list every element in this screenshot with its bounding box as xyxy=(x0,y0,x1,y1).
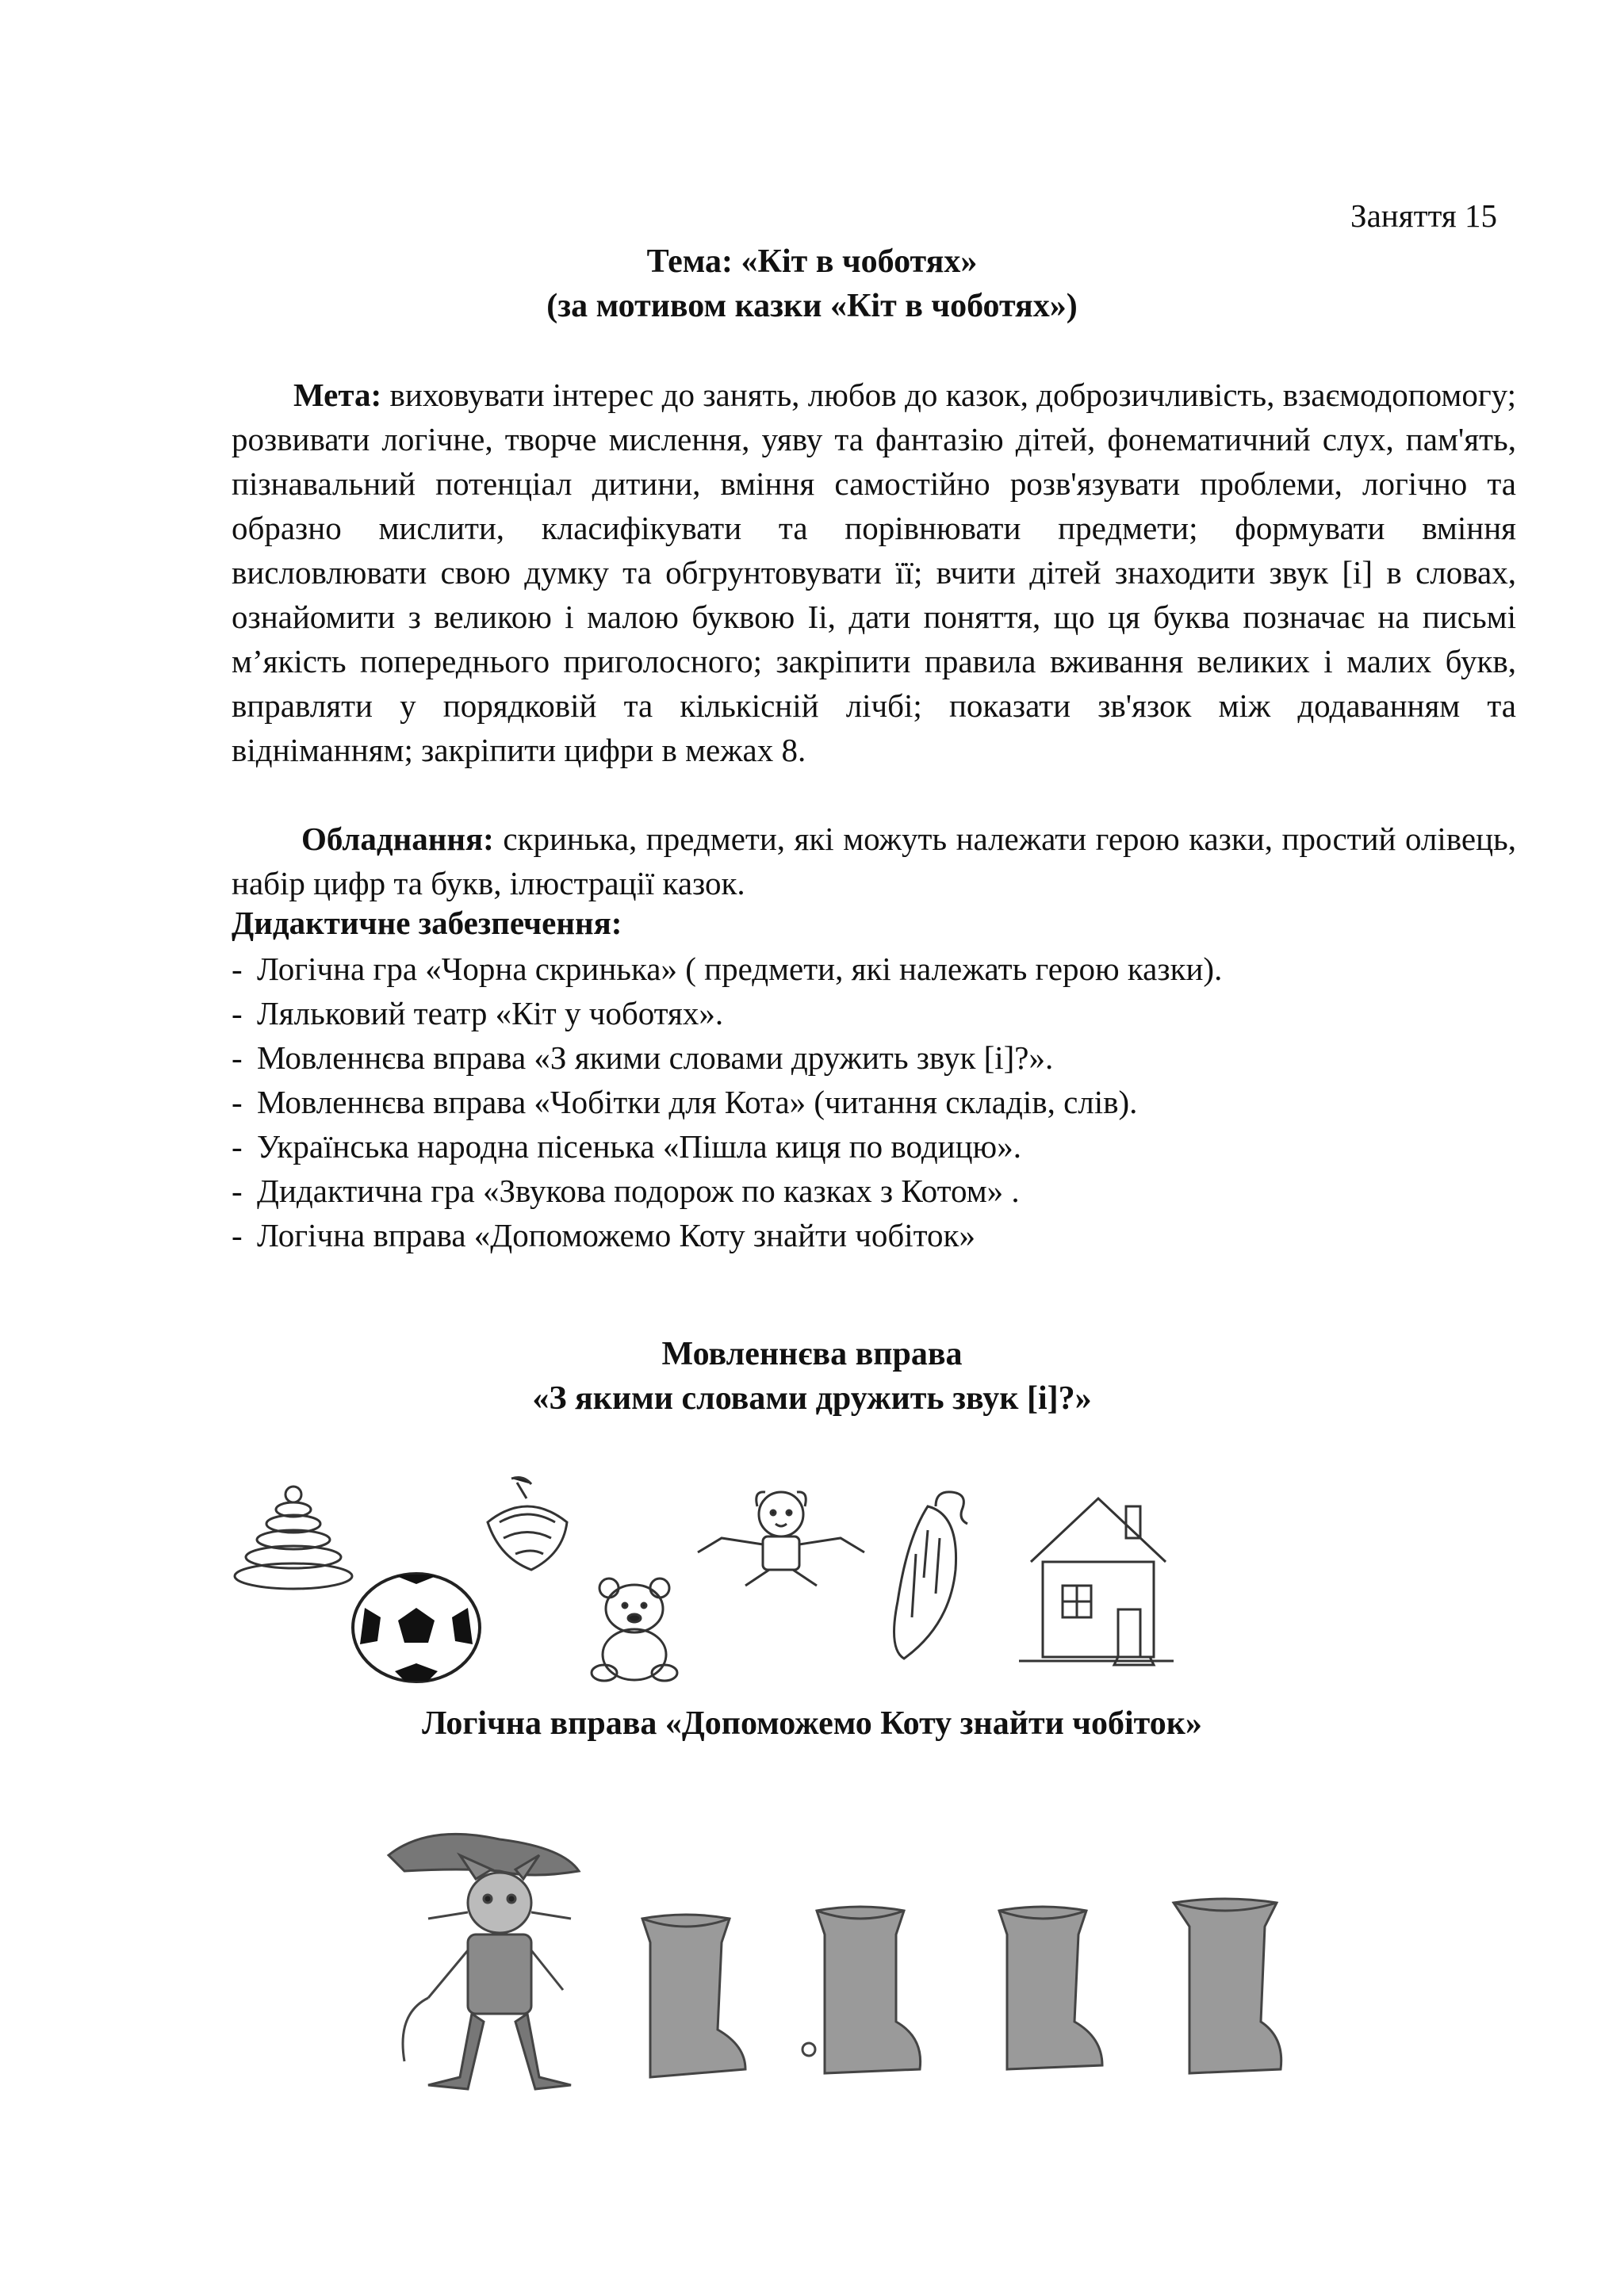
list-item: - Логічна гра «Чорна скринька» ( предмети, які належать герою казки). xyxy=(232,951,1223,987)
doll-icon xyxy=(690,1483,872,1594)
list-item: - Мовленнєва вправа «З якими словами дружить звук [і]?». xyxy=(232,1039,1054,1076)
list-item: - Українська народна пісенька «Пішла киця по водицю». xyxy=(232,1128,1021,1165)
house-icon xyxy=(1015,1483,1182,1673)
equipment-paragraph xyxy=(232,817,1516,905)
equipment-label: Обладнання: xyxy=(301,821,494,857)
list-item: - Мовленнєва вправа «Чобітки для Кота» (читання складів, слів). xyxy=(232,1084,1138,1120)
ball-icon xyxy=(349,1568,484,1687)
boot-icon xyxy=(793,1903,928,2085)
boot-icon xyxy=(1158,1895,1293,2085)
puss-in-boots-icon xyxy=(381,1823,587,2093)
boot-icon xyxy=(619,1911,753,2085)
cucumber-icon xyxy=(880,1483,983,1665)
topic-subtitle: (за мотивом казки «Кіт в чоботях») xyxy=(546,288,1078,324)
goal-label: Мета: xyxy=(293,377,382,413)
goal-text: виховувати інтерес до занять, любов до казок, доброзичливість, взаємодопомогу; розвивати логічне, творче мислення, уяву та фантазію дітей, фонематичний слух, пам'ять, пізнавальний потенціал дитини, вміння самостійно розв'язувати проблеми, логічно та образно мислити, класифікувати та порівнювати предмети; формувати вміння висловлювати свою думку та обгрунтовувати її; вчити дітей знаходити звук [і] в словах, ознайомити з великою і малою буквою Іі, дати поняття, що ця буква позначає на письмі м’якість попереднього приголосного; закріпити правила вживання великих і малих букв, вправляти у порядковій та кількісній лічбі; показати зв'язок між додаванням та відніманням; закріпити цифри в межах 8. xyxy=(232,377,1516,768)
lesson-number: Заняття 15 xyxy=(1350,197,1497,234)
pyramid-toy-icon xyxy=(230,1483,357,1594)
list-item: - Ляльковий театр «Кіт у чоботях». xyxy=(232,995,724,1031)
list-item: - Дидактична гра «Звукова подорож по казках з Котом» . xyxy=(232,1173,1020,1209)
exercise2-title: Логічна вправа «Допоможемо Коту знайти чобіток» xyxy=(422,1705,1202,1742)
topic-title: Тема: «Кіт в чоботях» xyxy=(646,243,978,280)
boot-icon xyxy=(975,1903,1110,2085)
list-item: - Логічна вправа «Допоможемо Коту знайти чобіток» xyxy=(232,1217,975,1253)
didactic-heading: Дидактичне забезпечення: xyxy=(232,905,622,941)
exercise1-subtitle: «З якими словами дружить звук [і]?» xyxy=(532,1380,1092,1417)
equipment-text: скринька, предмети, які можуть належати герою казки, простий олівець, набір цифр та букв, ілюстрації казок. xyxy=(232,821,1516,901)
goal-paragraph xyxy=(232,373,1516,772)
exercise2-pictures xyxy=(381,1823,1316,2093)
exercise1-pictures xyxy=(230,1475,1237,1689)
didactic-list xyxy=(232,947,1532,1257)
spinning-top-icon xyxy=(476,1475,579,1578)
teddy-bear-icon xyxy=(587,1574,682,1685)
exercise1-title: Мовленнєва вправа xyxy=(661,1336,963,1372)
